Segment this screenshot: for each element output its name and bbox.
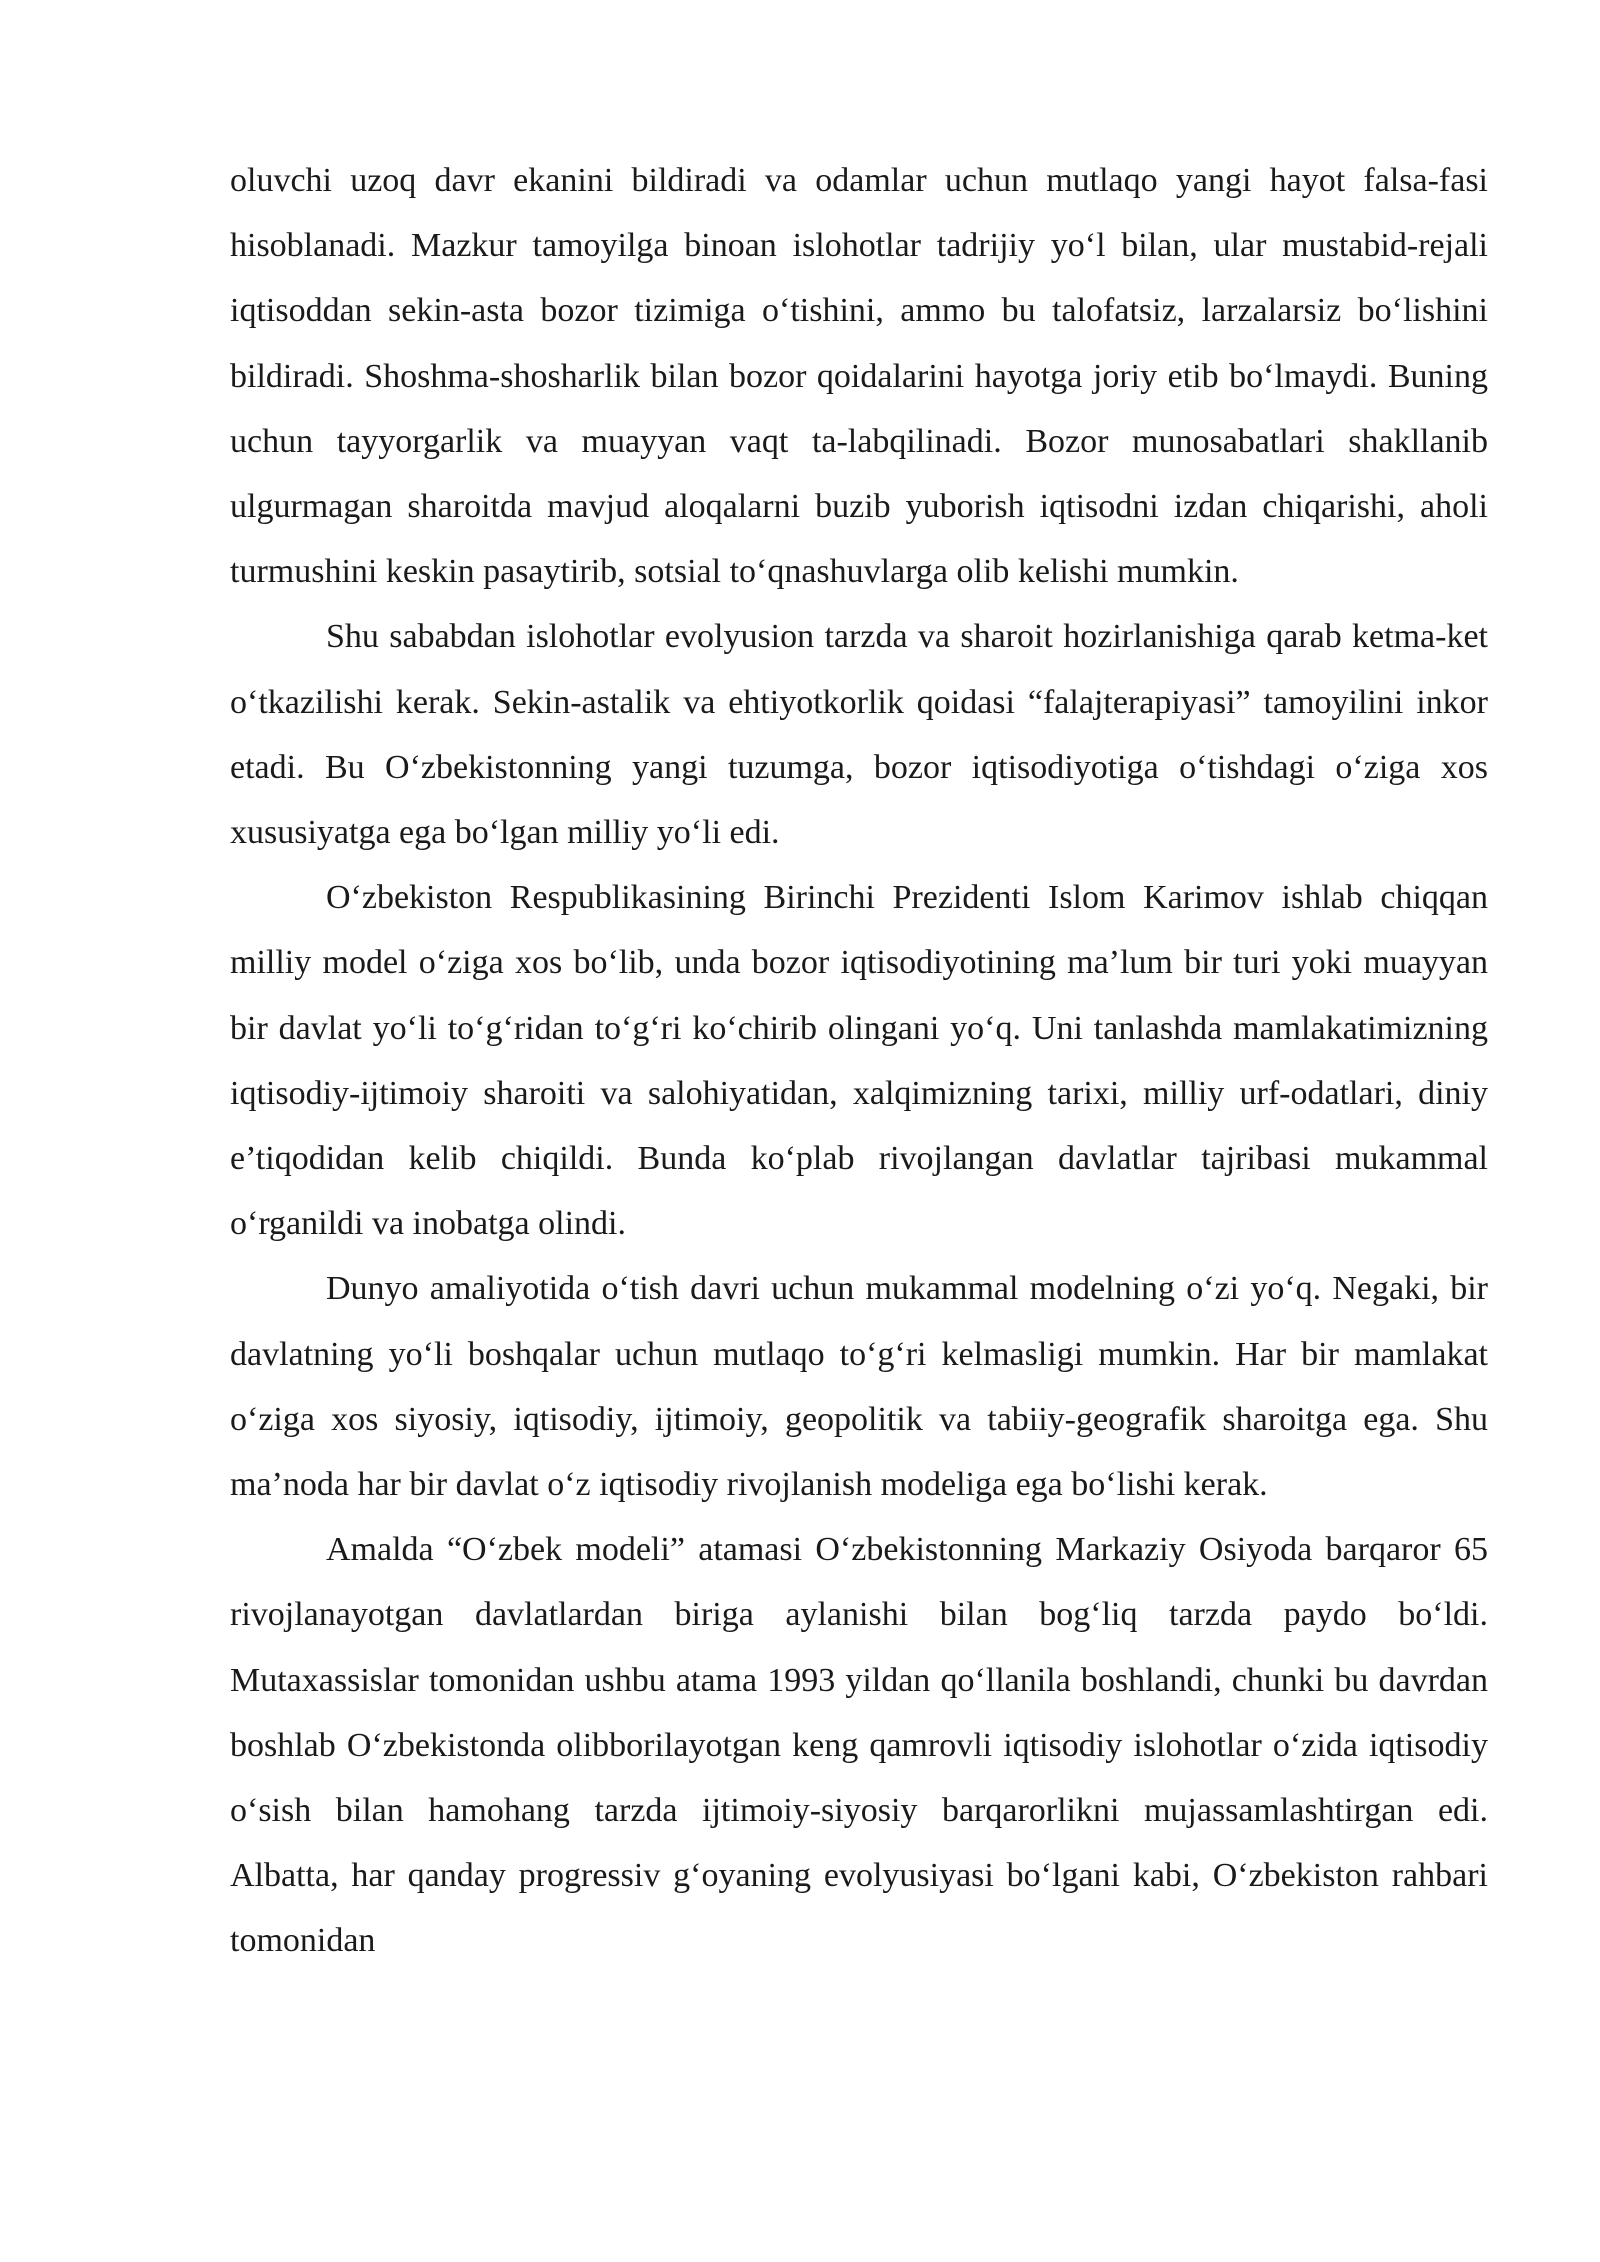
body-text (230, 148, 1488, 1974)
paragraph-3: O‘zbekiston Respublikasining Birinchi Prezidenti Islom Karimov ishlab chiqqan milliy model o‘ziga xos bo‘lib, unda bozor iqtisodiyotining ma’lum bir turi yoki muayyan bir davlat yo‘li to‘g‘ridan to‘g‘ri ko‘chirib olingani yo‘q. Uni tanlashda mamlakatimizning iqtisodiy-ijtimoiy sharoiti va salohiyatidan, xalqimizning tarixi, milliy urf-odatlari, diniy e’tiqodidan kelib chiqildi. Bunda ko‘plab rivojlangan davlatlar tajribasi mukammal o‘rganildi va inobatga olindi. (230, 879, 1488, 1243)
paragraph-2: Shu sababdan islohotlar evolyusion tarzda va sharoit hozirlanishiga qarab ketma-ket o‘tkazilishi kerak. Sekin-astalik va ehtiyotkorlik qoidasi “falajterapiyasi” tamoyilini inkor etadi. Bu O‘zbekistonning yangi tuzumga, bozor iqtisodiyotiga o‘tishdagi o‘ziga xos xususiyatga ega bo‘lgan milliy yo‘li edi. (230, 618, 1488, 852)
paragraph-4: Dunyo amaliyotida o‘tish davri uchun mukammal modelning o‘zi yo‘q. Negaki, bir davlatning yo‘li boshqalar uchun mutlaqo to‘g‘ri kelmasligi mumkin. Har bir mamlakat o‘ziga xos siyosiy, iqtisodiy, ijtimoiy, geopolitik va tabiiy-geografik sharoitga ega. Shu ma’noda har bir davlat o‘z iqtisodiy rivojlanish modeliga ega bo‘lishi kerak. (230, 1270, 1488, 1504)
paragraph-5: Amalda “O‘zbek modeli” atamasi O‘zbekistonning Markaziy Osiyoda barqaror 65 rivojlanayotgan davlatlardan biriga aylanishi bilan bog‘liq tarzda paydo bo‘ldi. Mutaxassislar tomonidan ushbu atama 1993 yildan qo‘llanila boshlandi, chunki bu davrdan boshlab O‘zbekistonda olibborilayotgan keng qamrovli iqtisodiy islohotlar o‘zida iqtisodiy o‘sish bilan hamohang tarzda ijtimoiy-siyosiy barqarorlikni mujassamlashtirgan edi. Albatta, har qanday progressiv g‘oyaning evolyusiyasi bo‘lgani kabi, O‘zbekiston rahbari tomonidan (230, 1531, 1488, 1960)
paragraph-1: oluvchi uzoq davr ekanini bildiradi va odamlar uchun mutlaqo yangi hayot falsa-fasi hisoblanadi. Mazkur tamoyilga binoan islohotlar tadrijiy yo‘l bilan, ular mustabid-rejali iqtisoddan sekin-asta bozor tizimiga o‘tishini, ammo bu talofatsiz, larzalarsiz bo‘lishini bildiradi. Shoshma-shosharlik bilan bozor qoidalarini hayotga joriy etib bo‘lmaydi. Buning uchun tayyorgarlik va muayyan vaqt ta-labqilinadi. Bozor munosabatlari shakllanib ulgurmagan sharoitda mavjud aloqalarni buzib yuborish iqtisodni izdan chiqarishi, aholi turmushini keskin pasaytirib, sotsial to‘qnashuvlarga olib kelishi mumkin. (230, 162, 1488, 591)
